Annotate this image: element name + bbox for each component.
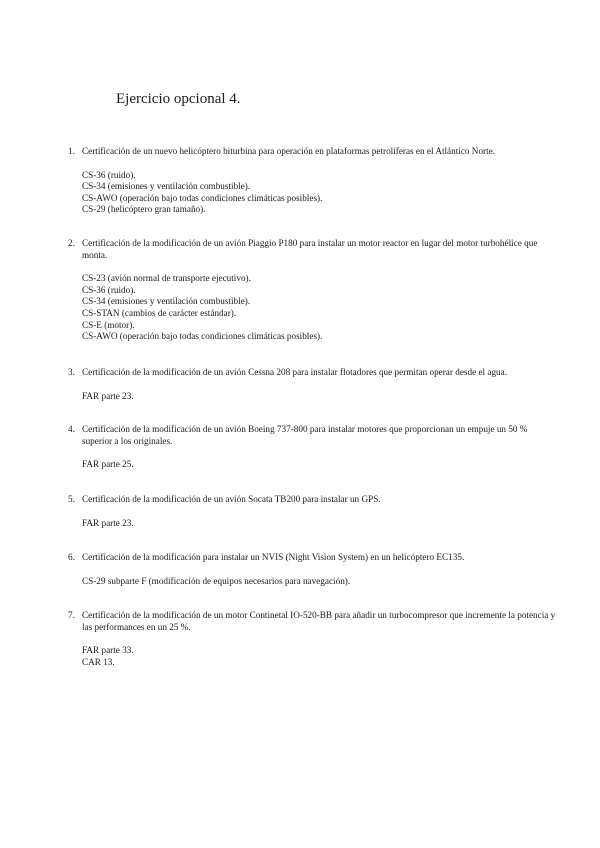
exercise-header — [68, 552, 558, 564]
exercise-statement: Certificación de la modificación de un avión Boeing 737-800 para instalar motores que proporcionan un empuje un 50 % superior a los originales. — [82, 424, 528, 446]
exercise-item — [68, 238, 558, 343]
exercise-statement: Certificación de la modificación de un motor Continetal IO-520-BB para añadir un turbocompresor que incremente la potencia y las performances en un 25 %. — [82, 610, 556, 632]
exercise-item — [68, 552, 558, 587]
exercise-statement: Certificación de la modificación para instalar un NVIS (Night Vision System) en un helicóptero EC135. — [82, 552, 465, 562]
answer-line: FAR parte 25. — [82, 459, 134, 470]
answer-line: CS-E (motor). — [82, 319, 135, 330]
exercise-number: 7. — [68, 610, 75, 620]
exercise-statement: Certificación de la modificación de un avión Piaggio P180 para instalar un motor reactor en lugar del motor turbohélice que monta. — [82, 238, 538, 260]
exercise-number: 1. — [68, 146, 75, 156]
exercise-number: 2. — [68, 238, 75, 248]
exercise-number: 5. — [68, 494, 75, 504]
exercise-header — [68, 238, 558, 261]
answer-line: FAR parte 33. — [82, 645, 134, 656]
answer-list — [82, 170, 558, 216]
exercise-header — [68, 146, 558, 158]
answer-line: CS-29 subparte F (modificación de equipos necesarios para navegación). — [82, 575, 351, 586]
answer-list — [82, 645, 558, 668]
answer-line: CS-36 (ruido). — [82, 284, 136, 295]
answer-line: CS-34 (emisiones y ventilación combustible). — [82, 296, 251, 307]
exercise-header — [68, 610, 558, 633]
answer-line: CS-AWO (operación bajo todas condiciones climáticas posibles). — [82, 331, 323, 342]
exercise-header — [68, 424, 558, 447]
answer-list — [82, 391, 558, 403]
answer-line: CAR 13. — [82, 656, 115, 667]
exercise-header — [68, 367, 558, 379]
answer-line: CS-34 (emisiones y ventilación combustible). — [82, 181, 251, 192]
exercise-item — [68, 146, 558, 216]
exercise-statement: Certificación de la modificación de un avión Socata TB200 para instalar un GPS. — [82, 494, 381, 504]
exercise-item — [68, 494, 558, 529]
exercise-number: 6. — [68, 552, 75, 562]
answer-line: CS-29 (helicóptero gran tamaño). — [82, 204, 206, 215]
exercise-statement: Certificación de la modificación de un avión Cessna 208 para instalar flotadores que permitan operar desde el agua. — [82, 367, 508, 377]
answer-line: FAR parte 23. — [82, 517, 134, 528]
answer-list — [82, 576, 558, 588]
answer-line: CS-36 (ruido). — [82, 169, 136, 180]
answer-list — [82, 518, 558, 530]
answer-list — [82, 459, 558, 471]
exercise-item — [68, 424, 558, 471]
answer-line: FAR parte 23. — [82, 390, 134, 401]
exercise-statement: Certificación de un nuevo helicóptero biturbina para operación en plataformas petrolíferas en el Atlántico Norte. — [82, 146, 496, 156]
page-title: Ejercicio opcional 4. — [116, 91, 241, 107]
exercise-number: 3. — [68, 367, 75, 377]
exercise-item — [68, 367, 558, 402]
exercise-header — [68, 494, 558, 506]
answer-line: CS-STAN (cambios de carácter estándar). — [82, 307, 237, 318]
answer-line: CS-23 (avión normal de transporte ejecutivo). — [82, 273, 251, 284]
exercise-item — [68, 610, 558, 668]
answer-line: CS-AWO (operación bajo todas condiciones climáticas posibles). — [82, 192, 323, 203]
exercise-number: 4. — [68, 424, 75, 434]
answer-list — [82, 273, 558, 343]
